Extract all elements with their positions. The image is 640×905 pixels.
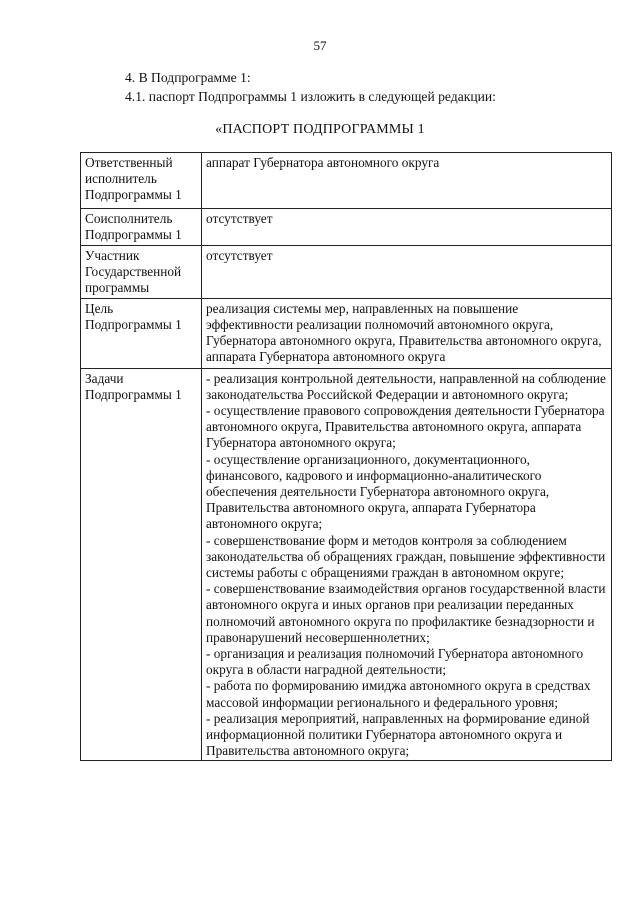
task-item: - осуществление организационного, документационного, финансового, кадрового и информационно-аналитического обеспечения деятельности Губернатора автономного округа, Правительства автономного округа, аппарата Губернатора автономного округа; [206,451,550,532]
task-item: - совершенствование форм и методов контроля за соблюдением законодательства об обращениях граждан, повышение эффективности системы работы с обращениями граждан в автономном округе; [206,532,606,581]
row-value-tasks [202,368,612,761]
table-row [81,298,612,368]
task-item: - реализация контрольной деятельности, направленной на соблюдение законодательства Российской Федерации и автономного округа; [206,370,606,402]
passport-table [80,152,612,761]
table-row [81,368,612,761]
task-item: - осуществление правового сопровождения деятельности Губернатора автономного округа, Правительства автономного округа, аппарата Губернатора автономного округа; [206,403,605,451]
task-item: - совершенствование взаимодействия органов государственной власти автономного округа и иных органов при реализации переданных полномочий автономного округа по профилактике безнадзорности и правонарушений несовершеннолетних; [206,581,606,645]
row-value-coexecutor: отсутствует [202,209,612,246]
amendment-instruction: 4.1. паспорт Подпрограммы 1 изложить в следующей редакции: [125,89,496,104]
row-label-coexecutor: Соисполнитель Подпрограммы 1 [81,209,202,246]
table-row [81,153,612,209]
task-item: - организация и реализация полномочий Губернатора автономного округа в области наградной деятельности; [206,646,584,678]
task-item: - работа по формированию имиджа автономного округа в средствах массовой информации регионального и федерального уровня; [206,678,591,710]
row-value-goal: реализация системы мер, направленных на повышение эффективности реализации полномочий автономного округа, Губернатора автономного округа, Правительства автономного округа, аппарата Губернатора автономного округа [202,298,612,368]
row-label-tasks: Задачи Подпрограммы 1 [81,368,202,761]
row-label-participant: Участник Государственной программы [81,246,202,299]
task-item: - реализация мероприятий, направленных на формирование единой информационной политики Губернатора автономного округа и Правительства автономного округа; [206,710,590,759]
row-value-participant: отсутствует [202,246,612,299]
amendment-heading: 4. В Подпрограмме 1: [125,70,251,85]
row-value-responsible: аппарат Губернатора автономного округа [202,153,612,209]
row-label-goal: Цель Подпрограммы 1 [81,298,202,368]
page-number: 57 [313,38,327,53]
amendment-intro [125,68,496,106]
passport-title: «ПАСПОРТ ПОДПРОГРАММЫ 1 [215,122,425,137]
table-row [81,246,612,299]
row-label-responsible: Ответственный исполнитель Подпрограммы 1 [81,153,202,209]
table-row [81,209,612,246]
